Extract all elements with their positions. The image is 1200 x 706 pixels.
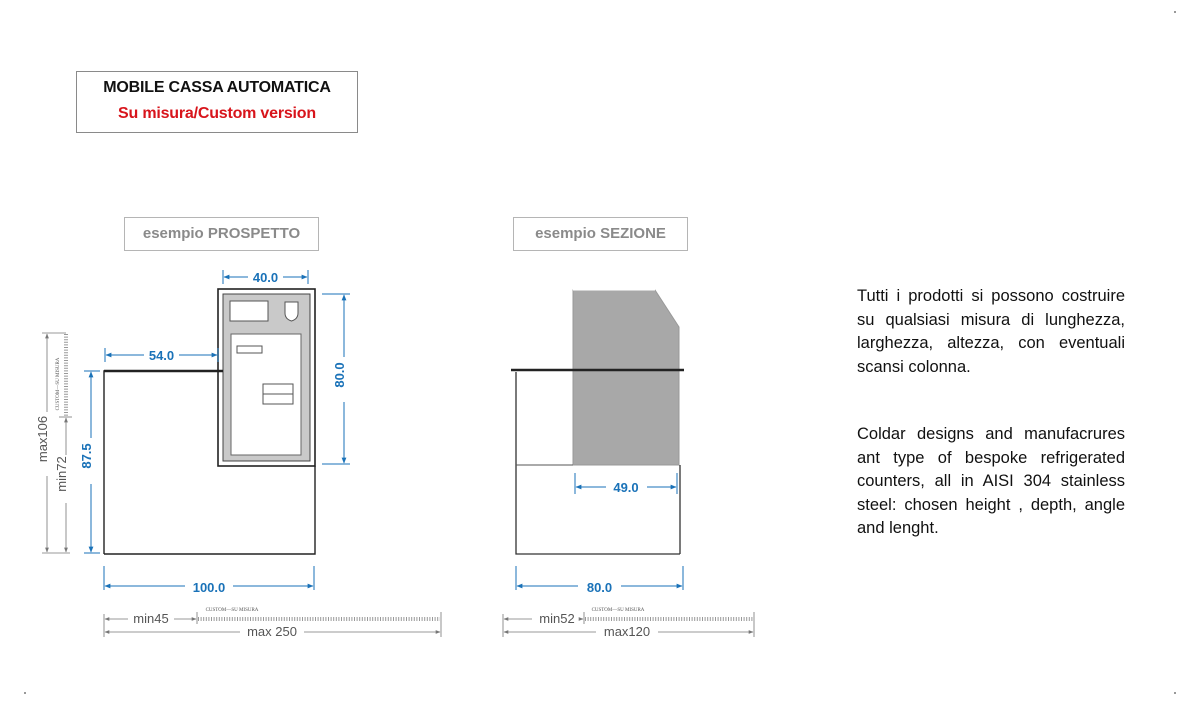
prospetto-label: esempio PROSPETTO (124, 217, 319, 251)
dim-min-height: min72 (54, 456, 69, 492)
dim-max-length: max 250 (247, 624, 297, 639)
page-subtitle: Su misura/Custom version (118, 105, 316, 122)
section-kiosk-profile (573, 290, 679, 465)
prospetto-drawing (35, 270, 441, 639)
dim-min-length: min45 (133, 611, 169, 626)
length-custom-note: CUSTOM—SU MISURA (205, 608, 259, 613)
sezione-label: esempio SEZIONE (513, 217, 688, 251)
sezione-drawing (503, 290, 754, 639)
kiosk-slot (237, 346, 262, 353)
dim-min-depth: min52 (539, 611, 575, 626)
description-italian: Tutti i prodotti si possono costruire su qualsiasi misura di lunghezza, larghezza, altezza, con eventuali scansi colonna. (857, 287, 1125, 376)
page-title: MOBILE CASSA AUTOMATICA (103, 79, 331, 96)
dim-counter-height: 87.5 (79, 443, 94, 469)
dim-total-depth: 80.0 (586, 580, 613, 595)
kiosk-screen (230, 301, 268, 321)
dim-max-depth: max120 (603, 624, 651, 639)
dim-offset: 54.0 (148, 348, 175, 363)
description-english: Coldar designs and manufacrures ant type of bespoke refrigerated counters, all in AISI 304 stainless steel: chosen height , depth, angle and lenght. (857, 425, 1125, 537)
depth-custom-note: CUSTOM—SU MISURA (591, 608, 645, 613)
dim-inner-depth: 49.0 (613, 480, 639, 495)
corner-mark (1174, 11, 1176, 13)
dim-max-height: max106 (35, 415, 50, 463)
kiosk-reader-icon (285, 302, 298, 321)
dim-upper-height: 80.0 (332, 362, 347, 388)
corner-mark (24, 692, 26, 694)
corner-mark (1174, 692, 1176, 694)
dim-top-width: 40.0 (252, 270, 279, 285)
vertical-custom-note: CUSTOM—SU MISURA (56, 357, 61, 411)
dim-total-width: 100.0 (192, 580, 226, 595)
